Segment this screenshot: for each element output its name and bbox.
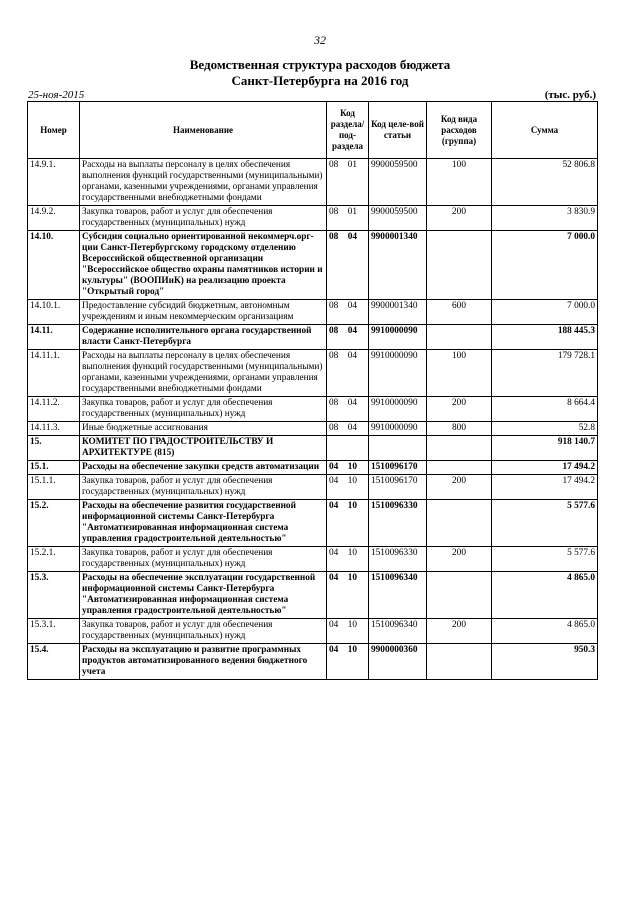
- budget-table: [27, 101, 598, 680]
- subsection-code: 10: [347, 645, 357, 655]
- table-row: [28, 159, 598, 206]
- subsection-code: 04: [347, 423, 357, 433]
- row-expense-type: [427, 231, 492, 300]
- row-expense-type: 800: [427, 422, 492, 436]
- row-name: Закупка товаров, работ и услуг для обеспечения государственных (муниципальных) нужд: [80, 397, 327, 422]
- row-article-code: 9910000090: [369, 397, 427, 422]
- row-number: 14.10.1.: [28, 300, 80, 325]
- row-number: 14.9.2.: [28, 206, 80, 231]
- row-name: Закупка товаров, работ и услуг для обеспечения государственных (муниципальных) нужд: [80, 547, 327, 572]
- row-name: Субсидия социально ориентированной некоммерч.орг-ции Санкт-Петербургскому городскому отделению Всероссийской общественной организации "Всероссийское общество охраны памятников истории и культуры" (ВООПИиК) на реализацию проекта "Открытый город": [80, 231, 327, 300]
- subsection-code: 04: [347, 351, 357, 361]
- row-sum: 950.3: [492, 644, 598, 680]
- subsection-code: 01: [347, 207, 357, 217]
- title-line-2: Санкт-Петербурга на 2016 год: [231, 73, 409, 88]
- section-code: 08: [329, 207, 339, 217]
- row-sum: 4 865.0: [492, 572, 598, 619]
- table-row: [28, 325, 598, 350]
- row-article-code: 9910000090: [369, 422, 427, 436]
- row-number: 14.11.3.: [28, 422, 80, 436]
- row-article-code: 9910000090: [369, 325, 427, 350]
- table-row: [28, 206, 598, 231]
- page-number: 32: [314, 33, 326, 47]
- row-section-code: [327, 231, 369, 300]
- section-code: 08: [329, 398, 339, 408]
- row-name: Предоставление субсидий бюджетным, автономным учреждениям и иным некоммерческим организациям: [80, 300, 327, 325]
- row-expense-type: 200: [427, 547, 492, 572]
- table-row: [28, 300, 598, 325]
- row-section-code: [327, 475, 369, 500]
- row-article-code: 1510096340: [369, 572, 427, 619]
- row-sum: 8 664.4: [492, 397, 598, 422]
- subsection-code: 04: [347, 301, 357, 311]
- row-name: Иные бюджетные ассигнования: [80, 422, 327, 436]
- row-section-code: [327, 619, 369, 644]
- row-number: 15.3.1.: [28, 619, 80, 644]
- row-section-code: [327, 159, 369, 206]
- section-code: 08: [329, 351, 339, 361]
- row-name: КОМИТЕТ ПО ГРАДОСТРОИТЕЛЬСТВУ И АРХИТЕКТУРЕ (815): [80, 436, 327, 461]
- row-name: Закупка товаров, работ и услуг для обеспечения государственных (муниципальных) нужд: [80, 206, 327, 231]
- row-sum: 7 000.0: [492, 231, 598, 300]
- row-expense-type: [427, 325, 492, 350]
- subsection-code: 10: [347, 462, 357, 472]
- row-expense-type: 200: [427, 397, 492, 422]
- row-section-code: [327, 547, 369, 572]
- subsection-code: 01: [347, 160, 357, 170]
- row-name: Закупка товаров, работ и услуг для обеспечения государственных (муниципальных) нужд: [80, 619, 327, 644]
- row-expense-type: 100: [427, 350, 492, 397]
- row-article-code: 1510096170: [369, 461, 427, 475]
- subsection-code: 10: [347, 501, 357, 511]
- table-row: [28, 461, 598, 475]
- section-code: 04: [329, 548, 339, 558]
- table-row: [28, 397, 598, 422]
- row-expense-type: [427, 572, 492, 619]
- subsection-code: 10: [347, 573, 357, 583]
- table-header-row: [28, 102, 598, 159]
- row-expense-type: 600: [427, 300, 492, 325]
- row-number: 15.2.1.: [28, 547, 80, 572]
- subsection-code: 04: [347, 398, 357, 408]
- row-sum: 188 445.3: [492, 325, 598, 350]
- row-sum: 7 000.0: [492, 300, 598, 325]
- document-title: [0, 57, 640, 89]
- row-sum: 5 577.6: [492, 547, 598, 572]
- row-number: 14.9.1.: [28, 159, 80, 206]
- section-code: 04: [329, 462, 339, 472]
- row-expense-type: [427, 500, 492, 547]
- row-article-code: 9900000360: [369, 644, 427, 680]
- row-section-code: [327, 644, 369, 680]
- column-header-sum: Сумма: [492, 102, 598, 159]
- section-code: 08: [329, 301, 339, 311]
- section-code: 08: [329, 423, 339, 433]
- row-name: Расходы на выплаты персоналу в целях обеспечения выполнения функций государственными (муниципальными) органами, казенными учреждениями, органами управления государственными внебюджетными фондами: [80, 350, 327, 397]
- row-name: Содержание исполнительного органа государственной власти Санкт-Петербурга: [80, 325, 327, 350]
- row-name: Расходы на обеспечение закупки средств автоматизации: [80, 461, 327, 475]
- row-name: Расходы на эксплуатацию и развитие программных продуктов автоматизированного ведения бюджетного учета: [80, 644, 327, 680]
- row-section-code: [327, 300, 369, 325]
- row-number: 15.1.1.: [28, 475, 80, 500]
- row-expense-type: 200: [427, 206, 492, 231]
- row-section-code: [327, 500, 369, 547]
- row-sum: 918 140.7: [492, 436, 598, 461]
- table-row: [28, 231, 598, 300]
- title-line-1: Ведомственная структура расходов бюджета: [189, 57, 451, 72]
- row-article-code: 1510096170: [369, 475, 427, 500]
- row-section-code: [327, 422, 369, 436]
- row-number: 14.11.1.: [28, 350, 80, 397]
- row-sum: 17 494.2: [492, 461, 598, 475]
- row-number: 14.11.: [28, 325, 80, 350]
- subsection-code: 10: [347, 620, 357, 630]
- row-sum: 4 865.0: [492, 619, 598, 644]
- row-article-code: [369, 436, 427, 461]
- row-article-code: 9900059500: [369, 206, 427, 231]
- row-article-code: 9910000090: [369, 350, 427, 397]
- row-section-code: [327, 436, 369, 461]
- row-section-code: [327, 206, 369, 231]
- row-article-code: 1510096330: [369, 547, 427, 572]
- row-expense-type: [427, 436, 492, 461]
- row-name: Закупка товаров, работ и услуг для обеспечения государственных (муниципальных) нужд: [80, 475, 327, 500]
- row-article-code: 9900059500: [369, 159, 427, 206]
- row-number: 15.4.: [28, 644, 80, 680]
- row-sum: 5 577.6: [492, 500, 598, 547]
- row-article-code: 9900001340: [369, 231, 427, 300]
- table-row: [28, 619, 598, 644]
- section-code: 08: [329, 160, 339, 170]
- row-sum: 179 728.1: [492, 350, 598, 397]
- subsection-code: 10: [347, 476, 357, 486]
- row-number: 15.2.: [28, 500, 80, 547]
- section-code: 08: [329, 232, 339, 242]
- row-number: 15.1.: [28, 461, 80, 475]
- row-number: 14.11.2.: [28, 397, 80, 422]
- column-header-number: Номер: [28, 102, 80, 159]
- row-name: Расходы на обеспечение развития государственной информационной системы Санкт-Петербурга "Автоматизированная информационная система управления градостроительной деятельностью": [80, 500, 327, 547]
- column-header-section: Код раздела/ под-раздела: [327, 102, 369, 159]
- row-expense-type: 200: [427, 475, 492, 500]
- section-code: 04: [329, 620, 339, 630]
- row-expense-type: 100: [427, 159, 492, 206]
- section-code: 08: [329, 326, 339, 336]
- section-code: 04: [329, 573, 339, 583]
- row-sum: 52 806.8: [492, 159, 598, 206]
- row-sum: 52.8: [492, 422, 598, 436]
- table-row: [28, 436, 598, 461]
- row-section-code: [327, 397, 369, 422]
- subsection-code: 10: [347, 548, 357, 558]
- row-article-code: 1510096330: [369, 500, 427, 547]
- document-date: 25-ноя-2015: [28, 89, 85, 101]
- units-label: (тыс. руб.): [544, 89, 596, 101]
- table-row: [28, 644, 598, 680]
- table-row: [28, 500, 598, 547]
- row-section-code: [327, 325, 369, 350]
- table-row: [28, 547, 598, 572]
- row-number: 15.3.: [28, 572, 80, 619]
- table-row: [28, 422, 598, 436]
- row-section-code: [327, 350, 369, 397]
- subsection-code: 04: [347, 232, 357, 242]
- row-article-code: 9900001340: [369, 300, 427, 325]
- row-expense-type: [427, 644, 492, 680]
- row-name: Расходы на выплаты персоналу в целях обеспечения выполнения функций государственными (муниципальными) органами, казенными учреждениями, органами управления государственными внебюджетными фондами: [80, 159, 327, 206]
- column-header-expense-type: Код вида расходов (группа): [427, 102, 492, 159]
- table-row: [28, 572, 598, 619]
- row-article-code: 1510096340: [369, 619, 427, 644]
- row-section-code: [327, 572, 369, 619]
- row-number: 14.10.: [28, 231, 80, 300]
- row-expense-type: 200: [427, 619, 492, 644]
- row-sum: 17 494.2: [492, 475, 598, 500]
- row-sum: 3 830.9: [492, 206, 598, 231]
- subsection-code: 04: [347, 326, 357, 336]
- section-code: 04: [329, 645, 339, 655]
- table-row: [28, 350, 598, 397]
- table-row: [28, 475, 598, 500]
- row-section-code: [327, 461, 369, 475]
- section-code: 04: [329, 476, 339, 486]
- row-number: 15.: [28, 436, 80, 461]
- column-header-name: Наименование: [80, 102, 327, 159]
- section-code: 04: [329, 501, 339, 511]
- row-name: Расходы на обеспечение эксплуатации государственной информационной системы Санкт-Петербурга "Автоматизированная информационная система управления градостроительной деятельностью": [80, 572, 327, 619]
- column-header-article: Код целе-вой статьи: [369, 102, 427, 159]
- row-expense-type: [427, 461, 492, 475]
